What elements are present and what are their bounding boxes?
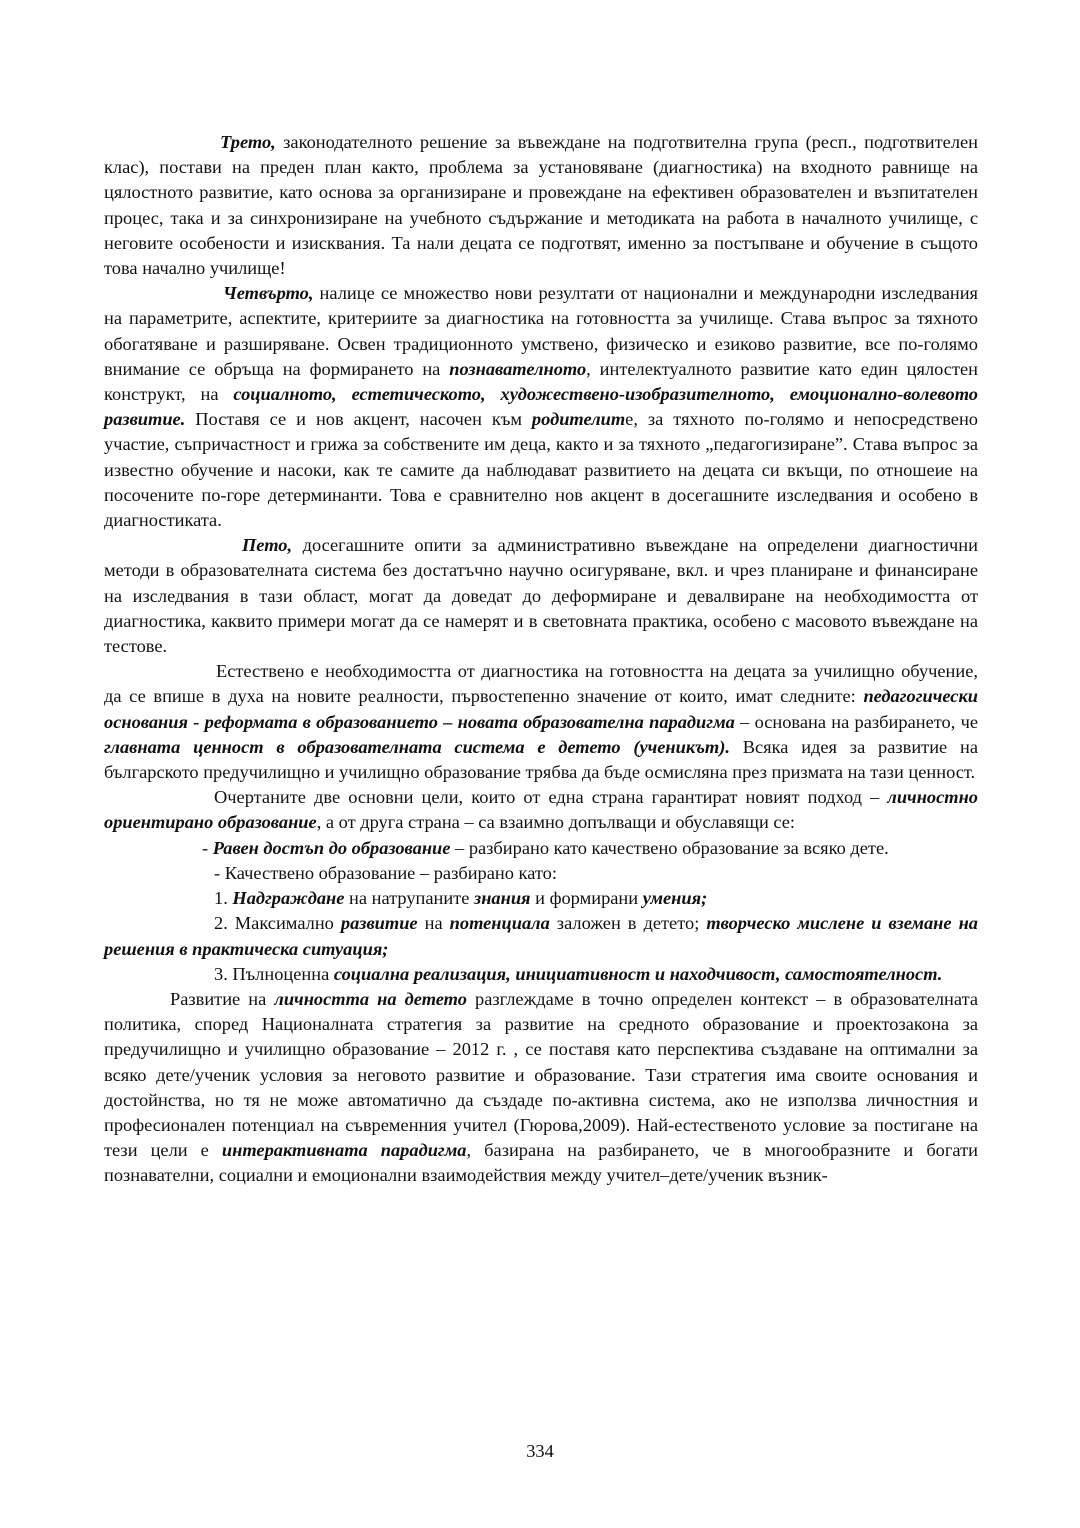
paragraph-text: досегашните опити за административно въвеждане на определени диагностични методи в образователната система без достатъчно научно осигуряване, вкл. и чрез планиране и финансиране на изследвания в тази област, могат да доведат до деформиране и девалвиране на необходимостта от диагностика, каквито примери могат да се намерят и в световната практика, особено с масовото въвеждане на тестове. xyxy=(104,535,978,657)
paragraph-text: заложен в детето; xyxy=(549,913,707,934)
emphasis-text: социалното, естетическото, художествено-изобразителното, емоционално-волевото развитие. xyxy=(104,384,978,430)
emphasis-text: социална реализация xyxy=(333,963,507,984)
numbered-item-1 xyxy=(104,886,978,911)
paragraph-goals xyxy=(104,785,978,835)
paragraph-text: - xyxy=(202,837,213,858)
lead-word: Четвърто, xyxy=(223,283,314,304)
paragraph-text: – разбирано като качествено образование за всяко дете. xyxy=(450,837,889,858)
emphasis-text: личността на детето xyxy=(274,988,467,1009)
emphasis-text: педагогически основания - реформата в образованието – новата образователна парадигма xyxy=(104,686,978,732)
emphasis-text: умения xyxy=(642,888,702,909)
emphasis-text: Надграждане xyxy=(232,888,345,909)
page-number: 334 xyxy=(526,1441,554,1461)
paragraph-text: Естествено е необходимостта от диагностика на готовността на децата за училищно обучение, да се впише в духа на новите реалности, първостепенно значение от които, имат следните: xyxy=(104,661,978,707)
numbered-item-2 xyxy=(104,911,978,961)
paragraph-text: Очертаните две основни цели, които от една страна гарантират новият подход – xyxy=(214,787,888,808)
paragraph-text: - Качествено образование – разбирано като: xyxy=(214,862,557,883)
emphasis-text: ; xyxy=(701,888,708,909)
emphasis-text: родителит xyxy=(531,409,626,430)
emphasis-text: потенциала xyxy=(449,913,550,934)
paragraph-text: законодателното решение за въвеждане на подготвителна група (респ., подготвителен клас), постави на преден план както, проблема за установяване (диагностика) на входното равнище на цялостното развитие, като основа за организиране и провеждане на ефективен образователен и възпитателен процес, така и за синхронизиране на учебното съдържание и методиката на работа в началното училище, с неговите особености и изисквания. Та нали децата се подготвят, именно за постъпване и обучение в същото това начално училище! xyxy=(104,132,978,279)
paragraph-third xyxy=(104,130,978,281)
body-text xyxy=(104,130,978,1189)
paragraph-text: налице се множество нови резултати от национални и международни изследвания на параметрите, аспектите, критериите за диагностика на готовността за училище. Става въпрос за тяхното обогатяване и разширяване. Освен традиционното умствено, физическо и езиково развитие, все по-голямо внимание се обръща на формирането на xyxy=(104,283,978,379)
paragraph-text: на натрупаните xyxy=(344,888,475,909)
emphasis-text: творческо мислене и вземане на решения в практическа ситуация; xyxy=(104,913,978,959)
lead-word: Трето, xyxy=(220,132,276,152)
emphasis-text: знания xyxy=(474,888,531,909)
paragraph-text: 2. Максимално xyxy=(214,913,341,934)
paragraph-personality xyxy=(104,987,978,1189)
paragraph-text: е, за тяхното по-голямо и непосредствено участие, съпричастност и грижа за собствените им деца, както и за тяхното „педагогизиране”. Става въпрос за известно обучение и насоки, как те самите да наблюдават развитието на децата си вкъщи, по отношеие на посочените по-горе детерминанти. Това е сравнително нов акцент в досегашните изследвания и особено в диагностиката. xyxy=(104,409,978,531)
emphasis-text: , xyxy=(506,963,516,984)
emphasis-text: познавателното xyxy=(449,358,587,379)
paragraph-text: 3. Пълноценна xyxy=(214,963,334,984)
paragraph-text: , базирана на разбирането, че в многообразните и богати познавателни, социални и емоционални взаимодействия между учител–дете/ученик възник- xyxy=(104,1140,978,1186)
emphasis-text: Равен достъп до образование xyxy=(212,837,451,858)
emphasis-text: инициативност и находчивост, самостоятелност. xyxy=(515,963,943,984)
emphasis-text: личностно ориентирано образование xyxy=(104,787,978,833)
paragraph-text: Всяка идея за развитие на българското предучилищно и училищно образование трябва да бъде осмисляна през призмата на тази ценност. xyxy=(104,736,978,783)
paragraph-fourth xyxy=(104,281,978,533)
list-item-equal-access xyxy=(104,836,978,861)
numbered-item-3 xyxy=(104,962,978,987)
paragraph-text: и формирани xyxy=(530,888,643,909)
paragraph-diagnostics xyxy=(104,659,978,785)
paragraph-text: – основана на разбирането, че xyxy=(734,711,978,732)
emphasis-text: интерактивната парадигма xyxy=(221,1140,467,1161)
paragraph-fifth xyxy=(104,533,978,659)
paragraph-text: Поставя се и нов акцент, насочен към xyxy=(185,409,532,430)
paragraph-text: 1. xyxy=(214,888,233,909)
paragraph-text: разглеждаме в точно определен контекст – в образователната политика, според Националната стратегия за развитие на средното образование и проектозакона за предучилищно и училищно образование – 2012 г. , се поставя като перспектива създаване на оптимални за всяко дете/ученик условия за неговото развитие и образование. Тази стратегия има своите основания и достойнства, но тя не може автоматично да създаде по-активна система, ако не използва личностния и професионален потенциал на съвременния учител (Гюрова,2009). Най-естественото условие за постигане на тези цели е xyxy=(104,988,979,1161)
paragraph-text: , а от друга страна – са взаимно допълващи и обуславящи се: xyxy=(316,812,796,833)
paragraph-text: , интелектуалното развитие като един цялостен конструкт, на xyxy=(104,358,978,405)
lead-word: Пето, xyxy=(242,535,293,556)
paragraph-text: на xyxy=(417,913,450,934)
emphasis-text: развитие xyxy=(340,913,418,934)
paragraph-text: Развитие на xyxy=(170,988,275,1009)
list-item-quality xyxy=(104,861,978,886)
emphasis-text: главната ценност в образователната система е детето (ученикът). xyxy=(104,736,730,757)
